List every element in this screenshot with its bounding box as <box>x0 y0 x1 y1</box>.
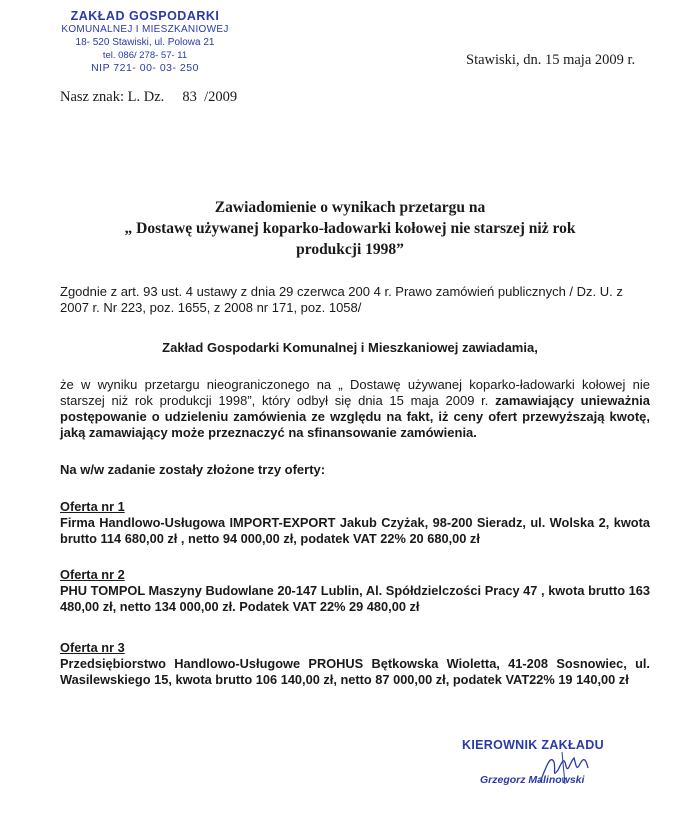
title-line-3: produkcji 1998” <box>296 241 404 258</box>
offer-heading: Oferta nr 3 <box>60 640 125 655</box>
document-title <box>60 197 640 260</box>
title-line-2: „ Dostawę używanej koparko-ładowarki kołowej nie starszej niż rok <box>124 220 576 237</box>
place-date: Stawiski, dn. 15 maja 2009 r. <box>466 52 636 68</box>
offer-text: PHU TOMPOL Maszyny Budowlane 20-147 Lublin, Al. Spółdzielczości Pracy 47 , kwota brutto 163 480,00 zł, netto 134 000,00 zł. Podatek VAT 22% 29 480,00 zł <box>60 583 650 614</box>
offers-intro: Na w/w zadanie zostały złożone trzy oferty: <box>60 462 326 477</box>
offer-heading: Oferta nr 2 <box>60 567 125 582</box>
offer-1 <box>60 499 650 547</box>
handwritten-signature <box>532 748 602 788</box>
stamp-line-2: KOMUNALNEJ I MIESZKANIOWEJ <box>61 24 229 35</box>
signature-role: KIEROWNIK ZAKŁADU <box>462 738 604 752</box>
announcer: Zakład Gospodarki Komunalnej i Mieszkaniowej zawiadamia, <box>162 340 538 355</box>
title-line-1: Zawiadomienie o wynikach przetargu na <box>214 199 486 216</box>
stamp-line-1: ZAKŁAD GOSPODARKI <box>70 9 220 23</box>
offer-heading: Oferta nr 1 <box>60 499 125 514</box>
offer-2 <box>60 567 650 615</box>
stamp-line-3: 18- 520 Stawiski, ul. Polowa 21 <box>75 37 215 48</box>
stamp-line-5: NIP 721- 00- 03- 250 <box>91 62 199 74</box>
offer-text: Przedsiębiorstwo Handlowo-Usługowe PROHUS Bętkowska Wioletta, 41-208 Sosnowiec, ul. Wasilewskiego 15, kwota brutto 106 140,00 zł, netto 87 000,00 zł, podatek VAT22% 19 140,00 zł <box>60 656 650 687</box>
reference-number: Nasz znak: L. Dz. 83 /2009 <box>60 89 238 105</box>
body-bold: zamawiający unieważnia postępowanie o udzieleniu zamówienia ze względu na fakt, iż ceny ofert przewyższają kwotę, jaką zamawiający może przeznaczyć na sfinansowanie zamówienia. <box>60 393 650 440</box>
stamp-line-4: tel. 086/ 278- 57- 11 <box>102 50 188 61</box>
body-paragraph <box>60 377 650 441</box>
signature-name: Grzegorz Malinowski <box>480 774 585 786</box>
offer-text: Firma Handlowo-Usługowa IMPORT-EXPORT Jakub Czyżak, 98-200 Sieradz, ul. Wolska 2, kwota brutto 114 680,00 zł , netto 94 000,00 zł, podatek VAT 22% 20 680,00 zł <box>60 515 650 546</box>
signature-block <box>462 738 604 786</box>
company-stamp <box>55 10 235 75</box>
legal-basis: Zgodnie z art. 93 ust. 4 ustawy z dnia 29 czerwca 200 4 r. Prawo zamówień publicznych / Dz. U. z 2007 r. Nr 223, poz. 1655, z 2008 nr 171, poz. 1058/ <box>60 284 623 315</box>
offer-3 <box>60 640 650 688</box>
body-normal: że w wyniku przetargu nieograniczonego na „ Dostawę używanej koparko-ładowarki kołowej nie starszej niż rok produkcji 1998”, który odbył się dnia 15 maja 2009 r. <box>60 377 650 408</box>
